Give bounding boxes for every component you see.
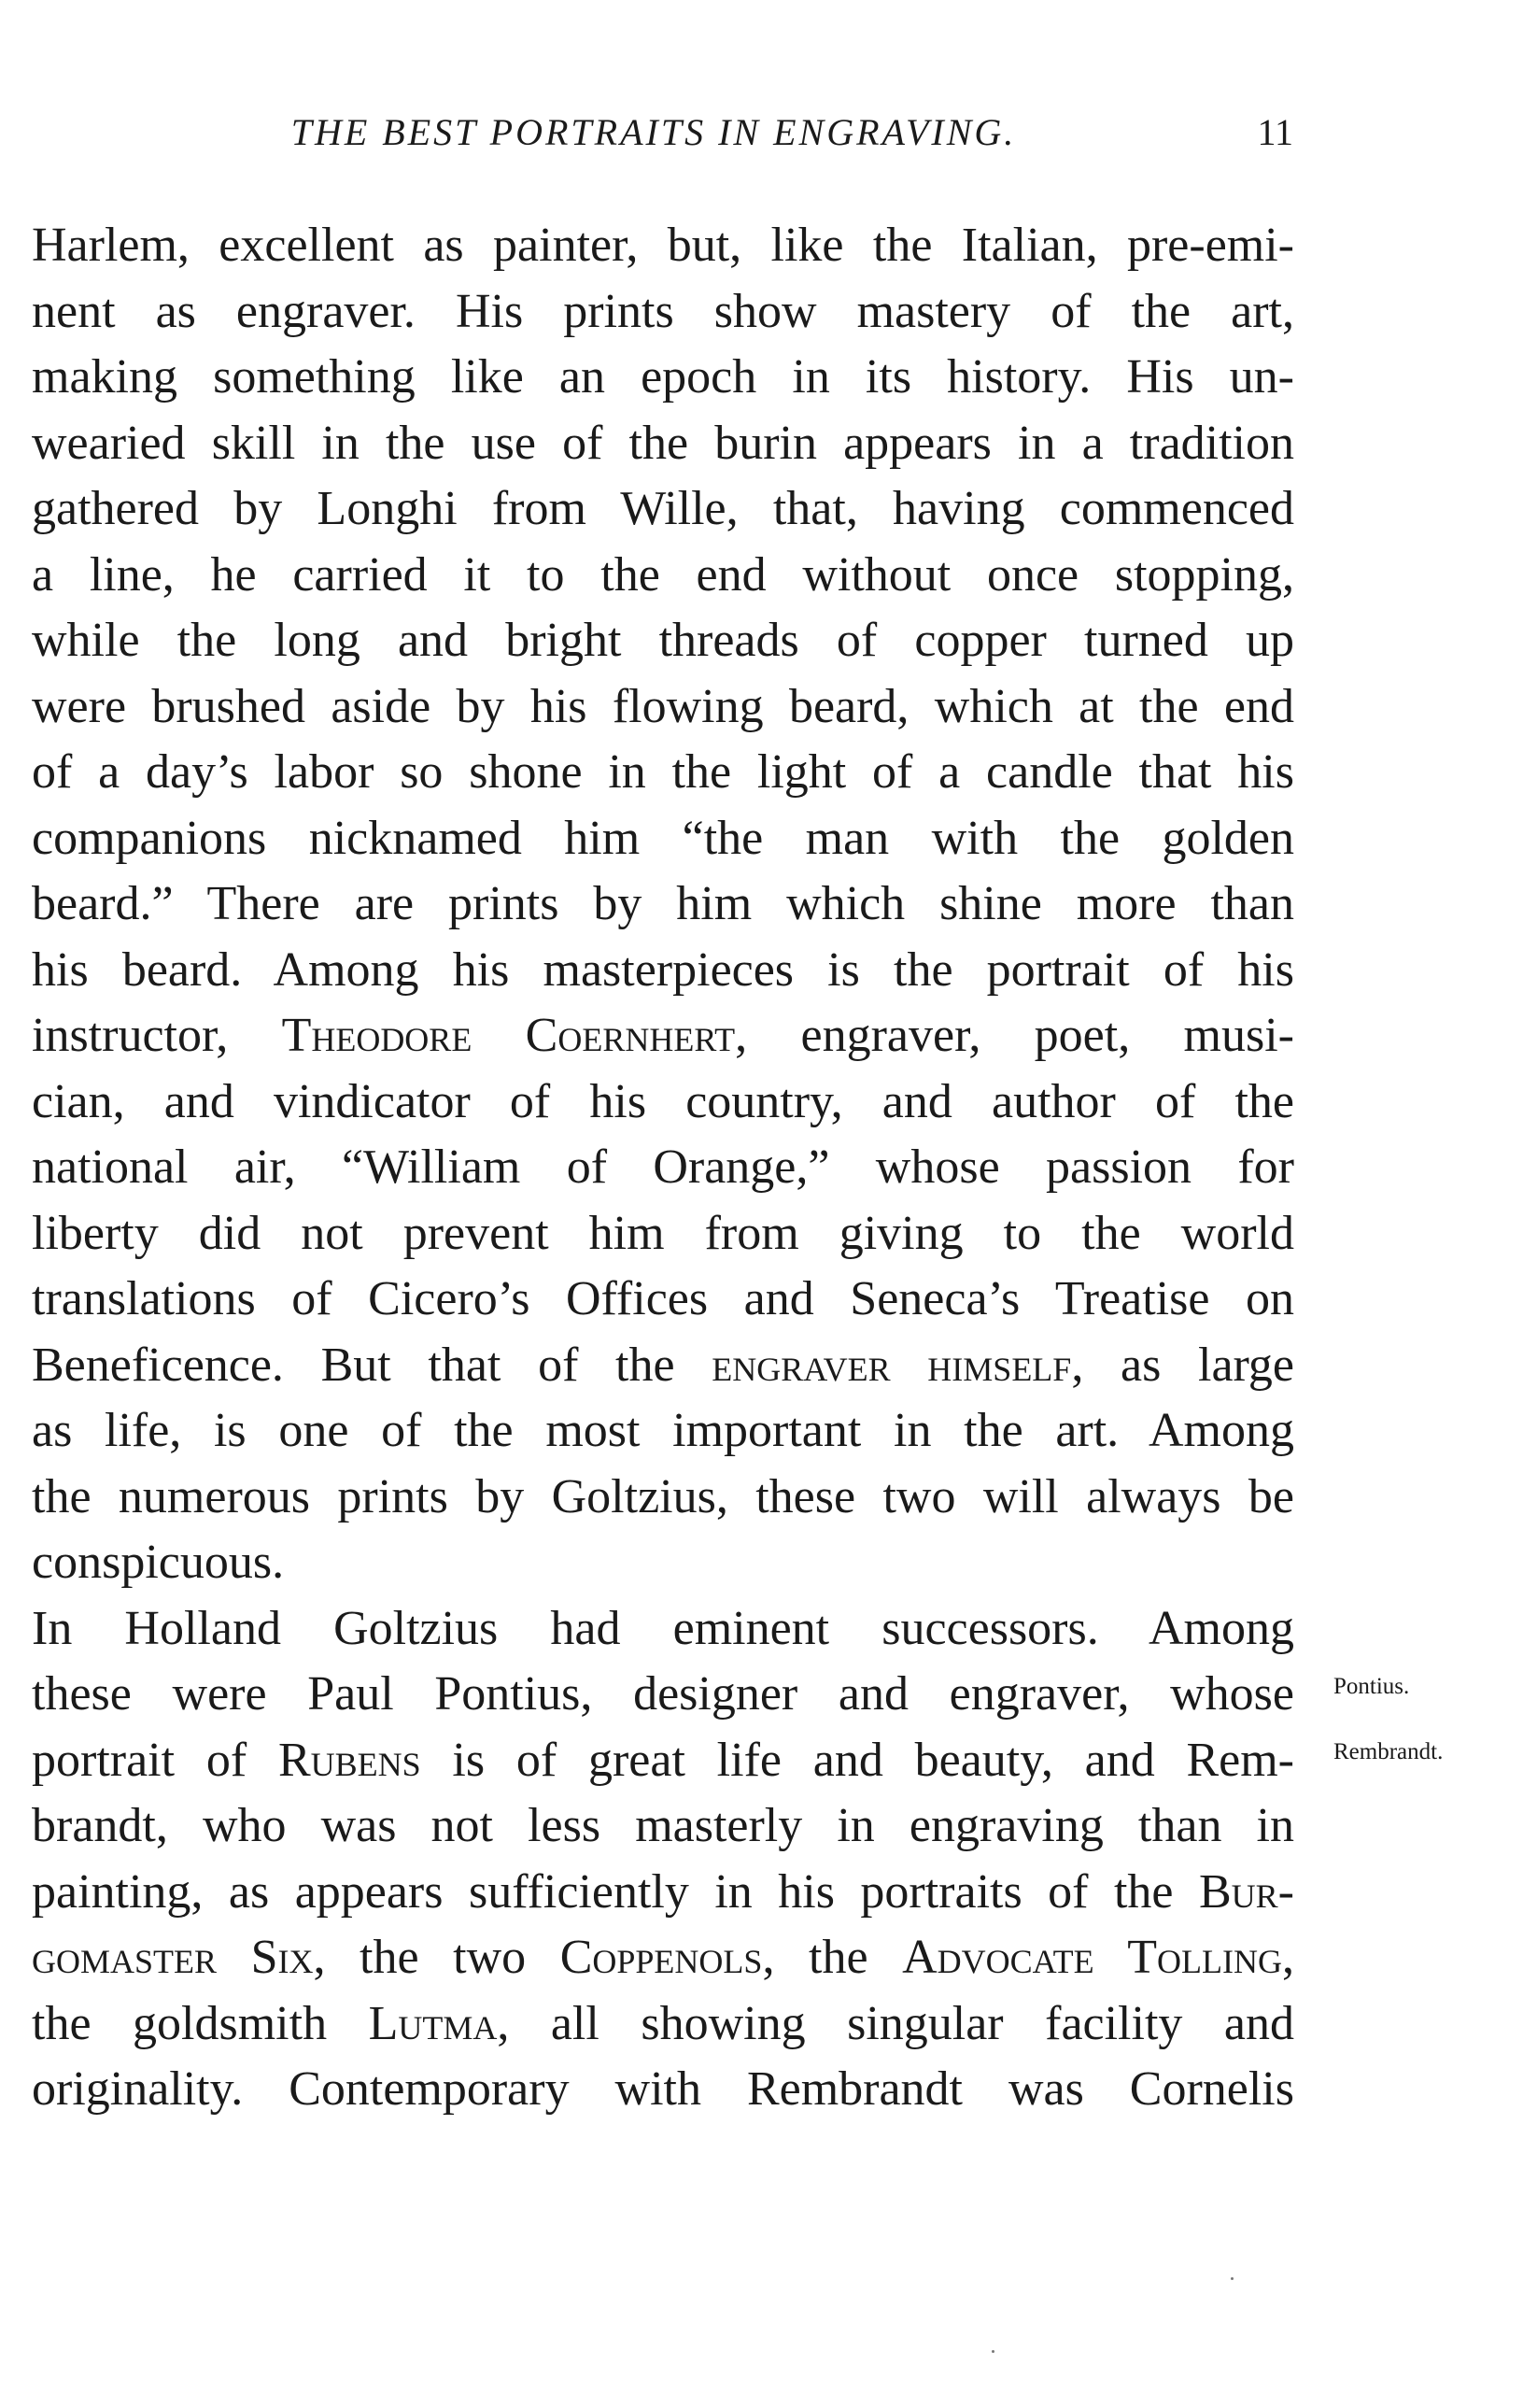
text-line: a line, he carried it to the end without once stopping, xyxy=(32,547,1294,602)
text-run: Beneficence. But that of the xyxy=(32,1338,712,1392)
name-small-caps: Bur- xyxy=(1198,1864,1294,1919)
text-run: , all showing singular facility and xyxy=(497,1996,1294,2050)
marginal-note-pontius: Pontius. xyxy=(1333,1674,1410,1699)
text-line: national air, “William of Orange,” whose passion for xyxy=(32,1140,1294,1194)
text-line: making something like an epoch in its history. His un- xyxy=(32,350,1294,404)
text-line xyxy=(32,1925,1294,1991)
name-small-caps: Advocate Tolling xyxy=(902,1931,1282,1984)
name-small-caps: Coppenols xyxy=(559,1931,763,1984)
text-line: originality. Contemporary with Rembrandt was Cornelis xyxy=(32,2062,1294,2116)
name-small-caps: Theodore Coernhert xyxy=(281,1009,736,1062)
text-run: the goldsmith xyxy=(32,1996,369,2050)
text-run: painting, as appears sufficiently in his portraits of the xyxy=(32,1864,1199,1919)
text-line: Harlem, excellent as painter, but, like the Italian, pre-emi- xyxy=(32,219,1294,272)
running-title: THE BEST PORTRAITS IN ENGRAVING. xyxy=(290,111,1017,153)
name-small-caps: gomaster Six xyxy=(32,1931,314,1984)
text-line: wearied skill in the use of the burin appears in a tradition xyxy=(32,416,1294,470)
body-text xyxy=(32,213,1294,2123)
text-run: , the two xyxy=(313,1931,560,1984)
text-line: while the long and bright threads of copper turned up xyxy=(32,614,1294,667)
text-line xyxy=(32,1333,1294,1399)
text-line: nent as engraver. His prints show mastery of the art, xyxy=(32,284,1294,338)
text-line: translations of Cicero’s Offices and Seneca’s Treatise on xyxy=(32,1272,1294,1325)
text-line: cian, and vindicator of his country, and author of the xyxy=(32,1074,1294,1128)
text-line xyxy=(32,1991,1294,2058)
paper-speck xyxy=(1231,2277,1234,2280)
text-line: companions nicknamed him “the man with the golden xyxy=(32,811,1294,865)
text-line: In Holland Goltzius had eminent successors. Among xyxy=(32,1601,1294,1655)
text-line: as life, is one of the most important in the art. Among xyxy=(32,1404,1294,1457)
page-number: 11 xyxy=(1257,111,1293,153)
text-line xyxy=(32,1003,1294,1069)
text-line: these were Paul Pontius, designer and engraver, whose xyxy=(32,1667,1294,1721)
text-run: , as large xyxy=(1071,1338,1294,1392)
text-line: of a day’s labor so shone in the light of a candle that his xyxy=(32,745,1294,799)
name-small-caps: Rubens xyxy=(277,1733,421,1787)
marginal-note-rembrandt: Rembrandt. xyxy=(1333,1739,1444,1764)
text-run: , engraver, poet, musi- xyxy=(735,1009,1294,1062)
text-line: his beard. Among his masterpieces is the portrait of his xyxy=(32,942,1294,997)
paper-speck xyxy=(992,2350,994,2353)
text-line: gathered by Longhi from Wille, that, having commenced xyxy=(32,482,1294,535)
text-run: is of great life and beauty, and Rem- xyxy=(420,1733,1294,1787)
text-run: instructor, xyxy=(32,1009,282,1062)
text-line xyxy=(32,1728,1294,1794)
text-line: were brushed aside by his flowing beard, which at the end xyxy=(32,679,1294,733)
text-run: , xyxy=(1282,1931,1294,1984)
text-run: portrait of xyxy=(32,1733,278,1787)
text-line: liberty did not prevent him from giving to the world xyxy=(32,1206,1294,1260)
text-line: beard.” There are prints by him which shine more than xyxy=(32,877,1294,930)
name-small-caps: Lutma xyxy=(368,1996,498,2050)
text-line: conspicuous. xyxy=(32,1536,285,1589)
name-small-caps: engraver himself xyxy=(712,1338,1072,1392)
text-run: , the xyxy=(762,1931,903,1984)
text-line xyxy=(32,1860,1294,1926)
text-line: the numerous prints by Goltzius, these two will always be xyxy=(32,1469,1294,1523)
text-line: brandt, who was not less masterly in engraving than in xyxy=(32,1799,1294,1852)
